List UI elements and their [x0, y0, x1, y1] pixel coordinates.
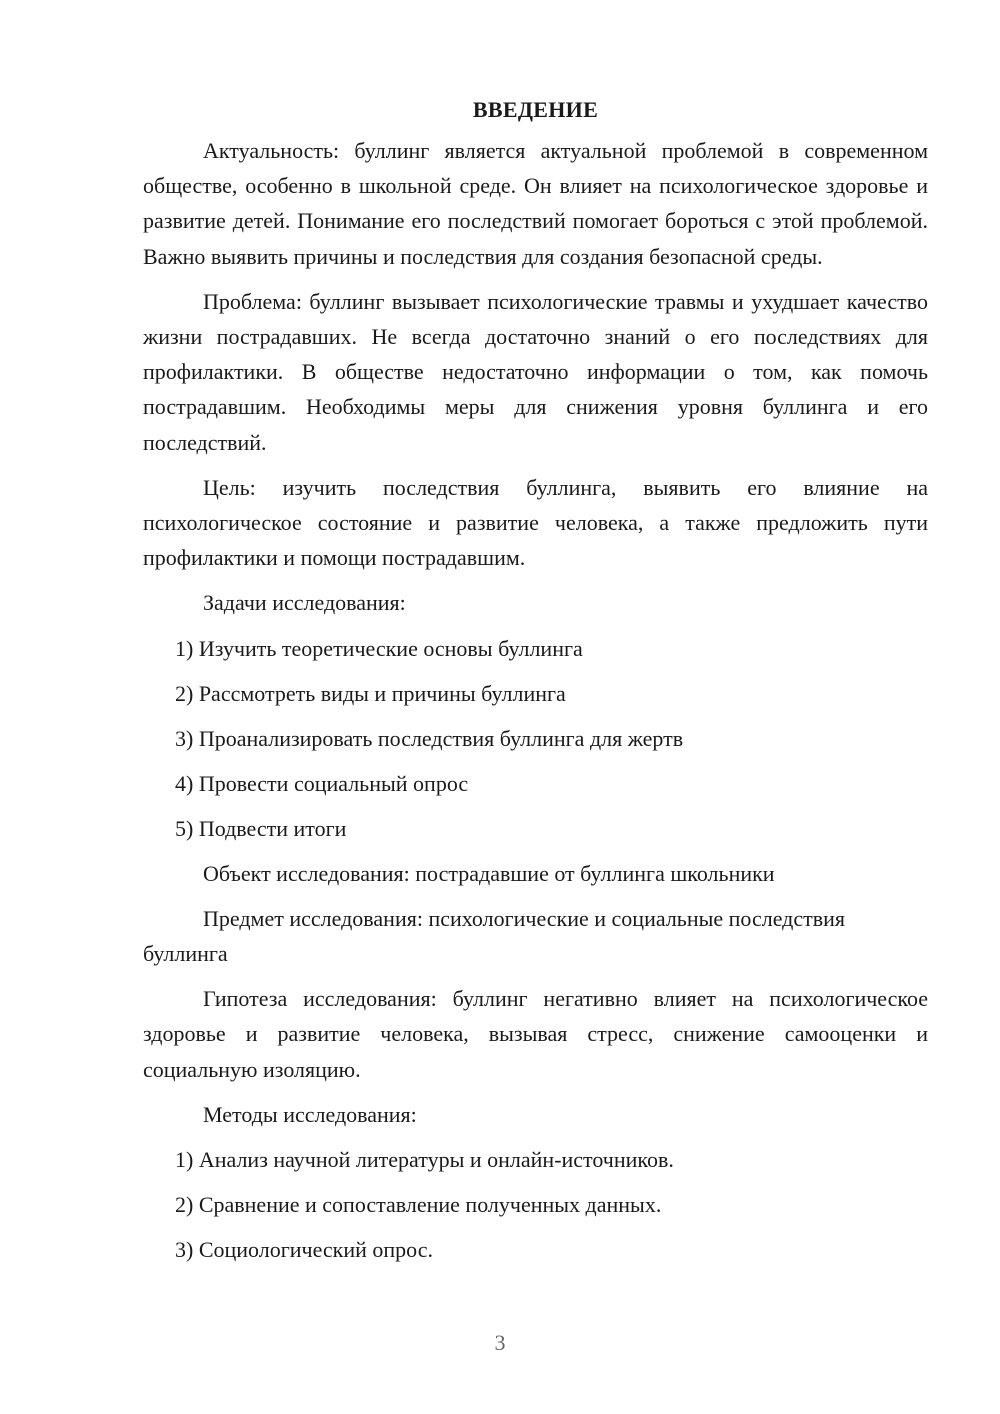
object-paragraph: Объект исследования: пострадавшие от буллинга школьники	[203, 860, 775, 886]
task-item: 3) Проанализировать последствия буллинга для жертв	[175, 725, 684, 751]
task-item: 2) Рассмотреть виды и причины буллинга	[175, 680, 566, 706]
method-item: 2) Сравнение и сопоставление полученных данных.	[175, 1192, 662, 1218]
methods-heading: Методы исследования:	[203, 1101, 417, 1127]
problem-paragraph: Проблема: буллинг вызывает психологические травмы и ухудшает качество жизни пострадавших. Не всегда достаточно знаний о его последствиях для профилактики. В обществе недостаточно информации о том, как помочь пострадавшим. Необходимы меры для снижения уровня буллинга и его последствий.	[143, 288, 928, 455]
page-number: 3	[494, 1330, 506, 1355]
hypothesis-paragraph: Гипотеза исследования: буллинг негативно влияет на психологическое здоровье и развитие человека, вызывая стресс, снижение самооценки и социальную изоляцию.	[143, 986, 928, 1082]
task-item: 5) Подвести итоги	[175, 815, 347, 841]
subject-paragraph: Предмет исследования: психологические и социальные последствия буллинга	[143, 905, 846, 967]
task-item: 1) Изучить теоретические основы буллинга	[175, 635, 583, 661]
tasks-list	[143, 631, 928, 846]
relevance-paragraph: Актуальность: буллинг является актуальной проблемой в современном обществе, особенно в школьной среде. Он влияет на психологическое здоровье и развитие детей. Понимание его последствий помогает бороться с этой проблемой. Важно выявить причины и последствия для создания безопасной среды.	[143, 138, 928, 269]
methods-list	[143, 1142, 928, 1267]
document-page	[143, 92, 928, 1277]
method-item: 3) Социологический опрос.	[175, 1237, 433, 1263]
task-item: 4) Провести социальный опрос	[175, 770, 469, 796]
tasks-heading: Задачи исследования:	[203, 590, 406, 616]
goal-paragraph: Цель: изучить последствия буллинга, выявить его влияние на психологическое состояние и развитие человека, а также предложить пути профилактики и помощи пострадавшим.	[143, 474, 928, 571]
page-title: ВВЕДЕНИЕ	[472, 97, 599, 122]
method-item: 1) Анализ научной литературы и онлайн-источников.	[175, 1147, 674, 1173]
